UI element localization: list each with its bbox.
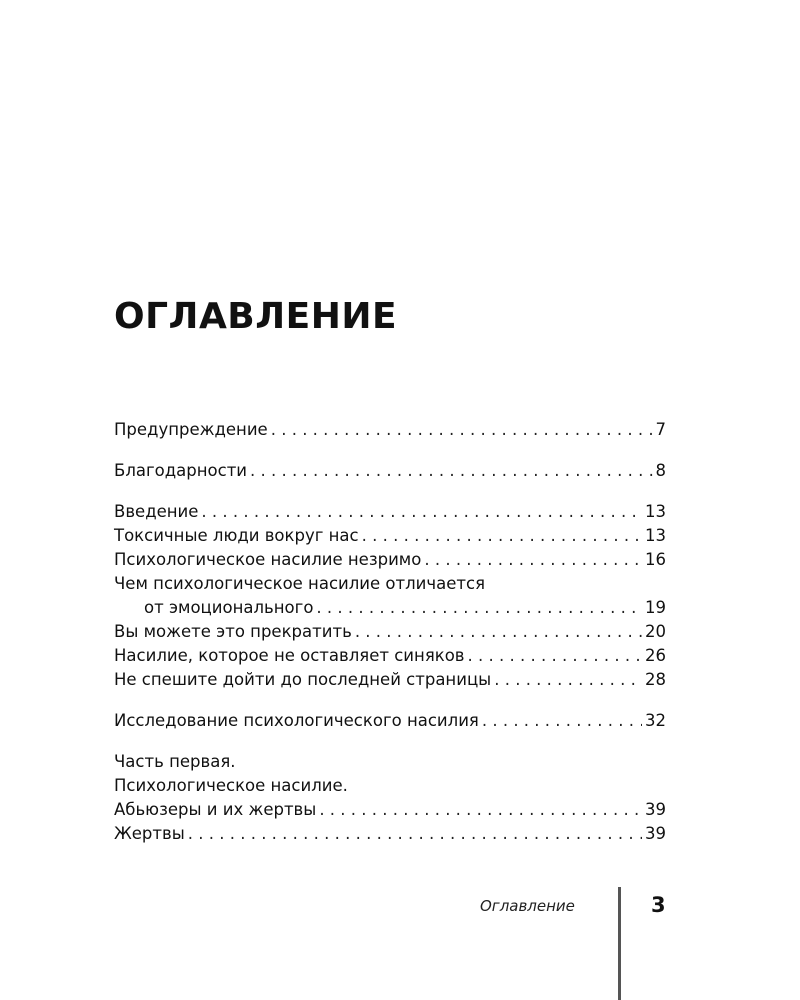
toc-entry-page: 28 [645, 670, 666, 689]
page-title: ОГЛАВЛЕНИЕ [114, 296, 398, 337]
toc-entry-label: Не спешите дойти до последней страницы [114, 670, 492, 689]
toc-entry[interactable] [114, 548, 666, 572]
toc-entry-page: 13 [645, 502, 666, 521]
toc-entry-label: Абьюзеры и их жертвы [114, 800, 317, 819]
dot-leader [482, 709, 642, 733]
toc-entry[interactable] [114, 644, 666, 668]
part-heading[interactable]: Часть первая. [114, 752, 236, 771]
toc-entry-page: 19 [645, 598, 666, 617]
dot-leader [494, 668, 642, 692]
toc-entry-label: Введение [114, 502, 199, 521]
toc-entry[interactable] [114, 620, 666, 644]
toc-entry[interactable] [114, 418, 666, 442]
toc-entry-label: от эмоционального [144, 598, 314, 617]
toc-entry[interactable] [114, 709, 666, 733]
toc-entry[interactable] [114, 798, 666, 822]
toc-entry-page: 20 [645, 622, 666, 641]
part-subheading[interactable]: Психологическое насилие. [114, 776, 348, 795]
running-footer-section: Оглавление [480, 897, 575, 915]
dot-leader [468, 644, 642, 668]
dot-leader [424, 548, 642, 572]
toc-entry-page: 16 [645, 550, 666, 569]
toc-entry-label: Психологическое насилие незримо [114, 550, 422, 569]
toc-entry[interactable] [114, 500, 666, 524]
page-number: 3 [651, 893, 666, 917]
dot-leader [316, 596, 642, 620]
footer-divider [618, 887, 621, 1000]
toc-entry-label: Насилие, которое не оставляет синяков [114, 646, 465, 665]
toc-entry-label: Вы можете это прекратить [114, 622, 352, 641]
toc-entry-page: 26 [645, 646, 666, 665]
toc-entry-label: Токсичные люди вокруг нас [114, 526, 359, 545]
toc-entry[interactable] [114, 668, 666, 692]
toc-entry-label: Жертвы [114, 824, 185, 843]
toc-entry[interactable] [114, 822, 666, 846]
dot-leader [271, 418, 653, 442]
toc-entry-label: Исследование психологического насилия [114, 711, 479, 730]
dot-leader [188, 822, 642, 846]
toc-entry-page: 32 [645, 711, 666, 730]
dot-leader [355, 620, 642, 644]
toc-entry-label-line[interactable]: Чем психологическое насилие отличается [114, 574, 486, 593]
dot-leader [250, 459, 652, 483]
table-of-contents [114, 418, 666, 846]
toc-entry-page: 13 [645, 526, 666, 545]
toc-entry-page: 39 [645, 800, 666, 819]
dot-leader [319, 798, 642, 822]
dot-leader [362, 524, 642, 548]
toc-entry-page: 39 [645, 824, 666, 843]
toc-entry-page: 8 [655, 461, 666, 480]
toc-entry[interactable] [114, 459, 666, 483]
toc-entry-label: Благодарности [114, 461, 248, 480]
toc-entry-label: Предупреждение [114, 420, 268, 439]
toc-entry-page: 7 [655, 420, 666, 439]
toc-entry[interactable] [114, 524, 666, 548]
dot-leader [201, 500, 642, 524]
toc-entry[interactable] [114, 596, 666, 620]
